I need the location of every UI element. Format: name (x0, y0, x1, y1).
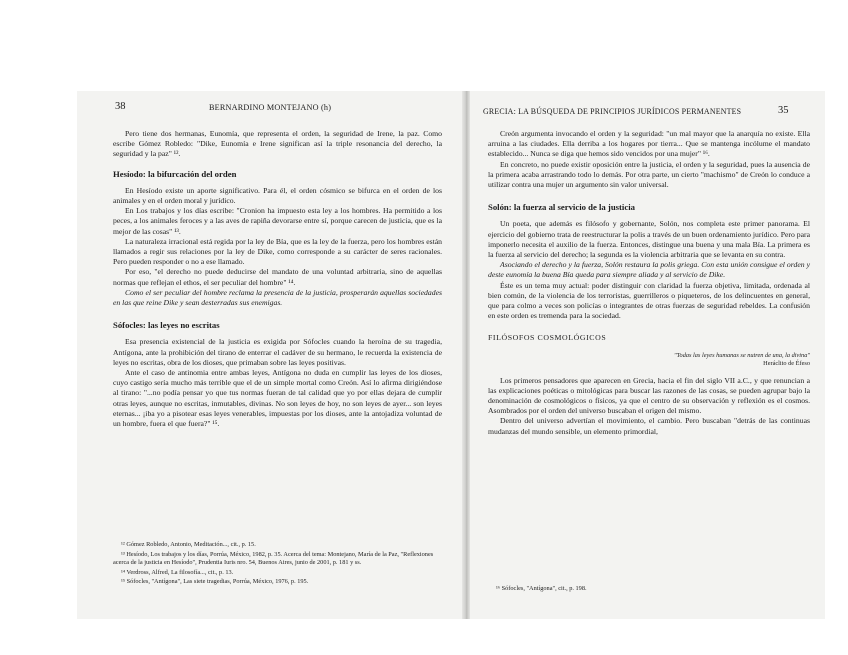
paragraph: Un poeta, que además es filósofo y gobernante, Solón, nos completa este primer panorama. El ejercicio del gobierno trata de reestructurar la polis a través de un buen ordenamiento jurídico. Pero para imponerlo necesita el auxilio de la fuerza. Entonces, distingue una buena y una mala Bía. La primera es la fuerza al servicio del derecho; la segunda es la violencia arbitraria que se levanta en su contra. (488, 219, 810, 260)
paragraph: Por eso, "el derecho no puede deducirse del mandato de una voluntad arbitraria, sino de aquellas normas que reflejan el ethos, el ser peculiar del hombre" ¹⁴. (113, 267, 442, 287)
running-header: BERNARDINO MONTEJANO (h) (209, 103, 332, 112)
paragraph: En concreto, no puede existir oposición entre la justicia, el orden y la seguridad, pues la ausencia de la primera acaba arrastrando todo lo demás. Por otra parte, un cierto "machismo" de Creón lo conduce a utilizar contra una mujer un argumento sin valor universal. (488, 159, 810, 190)
book-spread (77, 91, 825, 619)
text-column (488, 129, 810, 437)
paragraph: Asociando el derecho y la fuerza, Solón restaura la polis griega. Con esta unión consigue el orden y deste eunomía la buena Bía queda para siempre aliada y al servicio de Dike. (488, 260, 810, 280)
paragraph: En Los trabajos y los días escribe: "Cronion ha impuesto esta ley a los hombres. Ha permitido a los peces, a los animales feroces y a las aves de rapiña devorarse entre sí, porque carecen de justicia, que es la mejor de las cosas" ¹³. (113, 206, 442, 236)
paragraph: Como el ser peculiar del hombre reclama la presencia de la justicia, prosperarán aquellas sociedades en las que reine Dike y sean desterradas sus enemigas. (113, 287, 442, 308)
paragraph: En Hesíodo existe un aporte significativo. Para él, el orden cósmico se bifurca en el orden de los animales y en el orden moral y jurídico. (113, 185, 442, 206)
epigraph-quote: "Todas las leyes humanas se nutren de una, la divina" (673, 351, 810, 359)
right-page (470, 91, 825, 619)
footnote: ¹⁵ Sófocles, "Antígona", Las siete tragedias, Porrúa, México, 1976, p. 195. (121, 578, 309, 586)
section-heading: Hesíodo: la bifurcación del orden (113, 168, 237, 179)
section-heading: FILÓSOFOS COSMOLÓGICOS (488, 333, 607, 343)
paragraph: La naturaleza irracional está regida por la ley de Bía, que es la ley de la fuerza, pero los hombres están llamados a regir sus relaciones por la ley de Dike, como corresponde a su carácter de seres racionales. Pero pueden responder o no a ese llamado. (113, 236, 442, 267)
running-header: GRECIA: LA BÚSQUEDA DE PRINCIPIOS JURÍDICOS PERMANENTES (483, 107, 742, 116)
text-column (113, 129, 442, 429)
epigraph (488, 352, 810, 369)
page-number: 35 (778, 105, 789, 116)
footnote: ¹⁴ Verdross, Alfred, La filosofía..., cit., p. 13. (121, 568, 234, 576)
paragraph: Dentro del universo advertían el movimiento, el cambio. Pero buscaban "detrás de las continuas mudanzas del mundo sensible, un elemento primordial, (488, 416, 810, 436)
paragraph: Creón argumenta invocando el orden y la seguridad: "un mal mayor que la anarquía no existe. Ella arruina a las ciudades. Ella derriba a los hogares por tierra... Que se mantenga incólume el mandato establecido... Nunca se diga que hemos sido vencidos por una mujer" ¹⁶. (488, 129, 810, 159)
section-heading: Sófocles: las leyes no escritas (113, 320, 220, 331)
book-gutter (462, 91, 470, 619)
epigraph-author: Heráclito de Éfeso (763, 360, 810, 368)
paragraph: Éste es un tema muy actual: poder distinguir con claridad la fuerza objetiva, limitada, ordenada al bien común, de la violencia de los terroristas, guerrilleros o piqueteros, de los delincuentes en general, que para colmo a veces son policías o integrantes de otras fuerzas de seguridad rebeldes. La confusión en este orden es tremenda para la sociedad. (488, 280, 810, 321)
paragraph: Pero tiene dos hermanas, Eunomía, que representa el orden, la seguridad de Irene, la paz. Como escribe Gómez Robledo: "Dike, Eunomía e Irene significan así la triple resonancia del derecho, la seguridad y la paz" ¹². (113, 129, 442, 159)
paragraph: Los primeros pensadores que aparecen en Grecia, hacia el fin del siglo VII a.C., y que renuncian a las explicaciones poéticas o mitológicas para buscar las razones de las cosas, se pueden agrupar bajo la denominación de cosmológicos o físicos, ya que el centro de su observación y reflexión es el cosmos. Asombrados por el orden del universo buscaban el origen del mismo. (488, 375, 810, 416)
footnote: ¹² Gómez Robledo, Antonio, Meditación..., cit., p. 15. (121, 541, 256, 548)
paragraph: Esa presencia existencial de la justicia es exigida por Sófocles cuando la heroína de su tragedia, Antígona, ante la prohibición del tirano de enterrar el cadáver de su hermano, le recuerda la existencia de leyes no escritas, obra de los dioses, que primaban sobre las leyes positivas. (113, 337, 442, 367)
footnote: ¹³ Hesíodo, Los trabajos y los días, Porrúa, México, 1982, p. 35. Acerca del tema: Montejano, María de la Paz, "Reflexiones acerca de la justicia en Hesíodo", Prudentia Iuris nro. 54, Buenos Aires, junio de 2001, p. 181 y ss. (113, 550, 434, 567)
footnotes (488, 585, 810, 595)
paragraph: Ante el caso de antinomia entre ambas leyes, Antígona no duda en cumplir las leyes de los dioses, cuyo castigo sería mucho más terrible que el de un simple mortal como Creón. Así lo afirma dirigiéndose al tirano: "...no podía pensar yo que tus normas fueran de tal calidad que yo por ellas dejara de cumplir otras leyes, aunque no escritas, inmutables, divinas. No son leyes de hoy, no son leyes de ayer... son leyes eternas... ¡iba yo a pisotear esas leyes venerables, impuestas por los dioses, ante la antojadiza voluntad de un hombre, fuera el que fuera?" ¹⁵. (113, 368, 442, 429)
footnotes (113, 541, 442, 588)
left-page (77, 91, 463, 619)
page-number: 38 (115, 101, 126, 112)
section-heading: Solón: la fuerza al servicio de la justicia (488, 202, 635, 213)
footnote: ¹⁶ Sófocles, "Antígona", cit., p. 198. (496, 585, 587, 592)
